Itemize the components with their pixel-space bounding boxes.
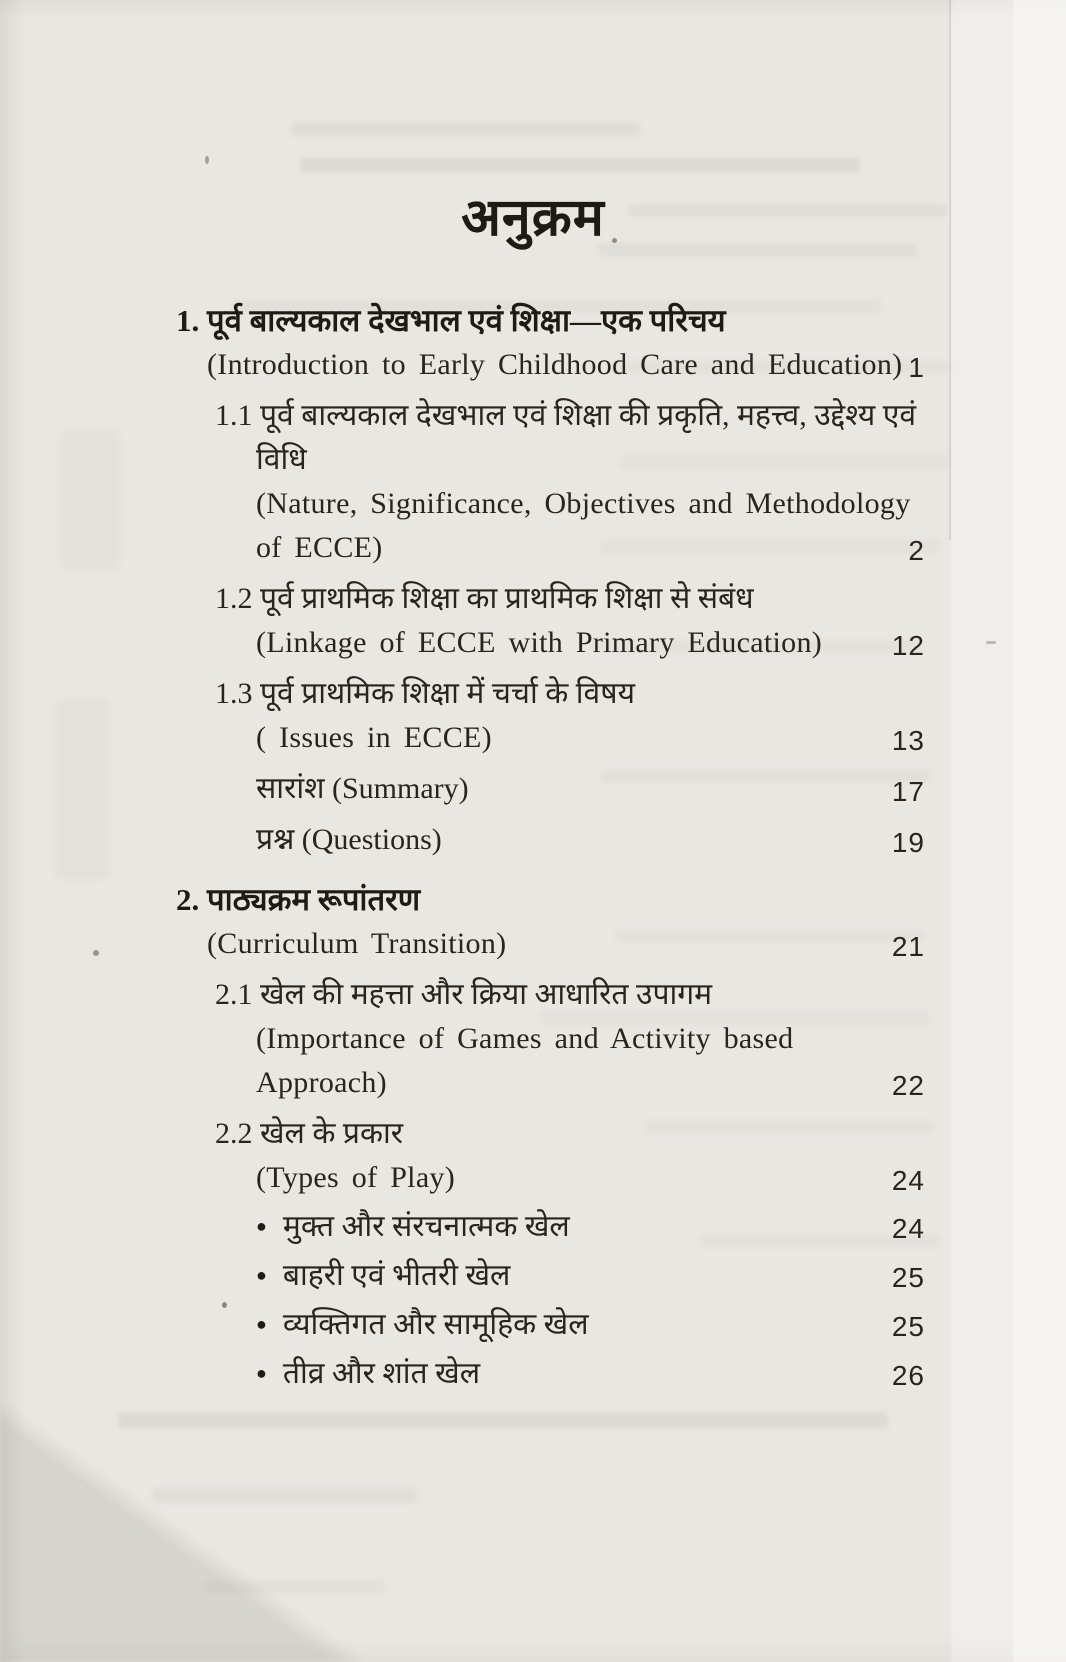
toc-entry-text: of ECCE) [256, 531, 383, 564]
toc-entry-text: 2.2 खेल के प्रकार [215, 1117, 404, 1150]
toc-entry-text: (Linkage of ECCE with Primary Education) [256, 626, 823, 659]
page-number: 17 [891, 776, 925, 807]
page-number: 22 [891, 1070, 925, 1101]
toc-bullet-item [0, 1354, 1066, 1393]
toc-entry-text: प्रश्न (Questions) [256, 823, 442, 856]
page-number: 1 [908, 352, 925, 383]
toc-entry-text: (Importance of Games and Activity based [256, 1022, 794, 1055]
toc-entry-text: 2. पाठ्यक्रम रूपांतरण [176, 882, 421, 917]
toc-entry-hindi [0, 976, 1066, 1014]
toc-entry-text: Approach) [256, 1066, 387, 1099]
toc-bullet-item [0, 1305, 1066, 1344]
toc-bullet-item [0, 1256, 1066, 1295]
toc-entry-hindi [0, 397, 1066, 435]
toc-section-heading [0, 302, 1066, 340]
toc-entry-text: 1.2 पूर्व प्राथमिक शिक्षा का प्राथमिक शिक्षा से संबंध [215, 582, 754, 615]
toc-entry-text: 2.1 खेल की महत्ता और क्रिया आधारित उपागम [215, 978, 713, 1011]
toc-entry-english [0, 1159, 1066, 1197]
toc-entry-text: व्यक्तिगत और सामूहिक खेल [282, 1308, 589, 1341]
toc-entry-text: मुक्त और संरचनात्मक खेल [282, 1210, 570, 1243]
toc-entry-hindi [0, 441, 1066, 479]
page-number: 13 [891, 725, 925, 756]
toc-entry-hindi [0, 770, 1066, 808]
bullet-icon: ● [256, 1216, 267, 1236]
toc-entry-hindi [0, 821, 1066, 859]
page-number: 12 [891, 630, 925, 661]
toc-bullet-item [0, 1207, 1066, 1246]
toc-entry-text: (Curriculum Transition) [207, 927, 507, 960]
toc-entry-english [0, 485, 1066, 523]
page-number: 25 [891, 1262, 925, 1293]
toc-entry-english [0, 624, 1066, 662]
page-number: 21 [891, 931, 925, 962]
toc-entry-english [0, 346, 1066, 384]
toc-entry-english [0, 1064, 1066, 1102]
toc-entry-text: (Types of Play) [256, 1161, 456, 1194]
toc-entry-english [0, 719, 1066, 757]
toc-entry-text: (Nature, Significance, Objectives and Methodology [256, 487, 911, 520]
toc-entry-text: 1.1 पूर्व बाल्यकाल देखभाल एवं शिक्षा की प्रकृति, महत्त्व, उद्देश्य एवं [215, 399, 917, 432]
toc-entry-hindi [0, 1115, 1066, 1153]
toc-entry-text: तीव्र और शांत खेल [282, 1357, 481, 1390]
toc-entry-hindi [0, 580, 1066, 618]
toc-entry-text: 1. पूर्व बाल्यकाल देखभाल एवं शिक्षा—एक परिचय [176, 303, 726, 338]
page-number: 24 [891, 1213, 925, 1244]
toc-entry-english [0, 529, 1066, 567]
page-number: 2 [908, 535, 925, 566]
toc-section-heading [0, 881, 1066, 919]
bullet-icon: ● [256, 1363, 267, 1383]
toc-entry-text: ( Issues in ECCE) [256, 721, 492, 754]
toc-entry-english [0, 925, 1066, 963]
bullet-icon: ● [256, 1314, 267, 1334]
page-number: 19 [891, 827, 925, 858]
page-corner-crease [0, 1397, 370, 1662]
toc-entry-text: बाहरी एवं भीतरी खेल [282, 1259, 511, 1292]
page-number: 24 [891, 1165, 925, 1196]
toc-entry-english [0, 1020, 1066, 1058]
toc-entry-text: 1.3 पूर्व प्राथमिक शिक्षा में चर्चा के विषय [215, 677, 635, 710]
bullet-icon: ● [256, 1265, 267, 1285]
toc-entry-text: विधि [256, 443, 307, 476]
page-number: 26 [891, 1360, 925, 1391]
toc-entry-hindi [0, 675, 1066, 713]
page-title: अनुक्रम [461, 190, 605, 247]
toc-entry-text: सारांश (Summary) [256, 772, 469, 805]
page-number: 25 [891, 1311, 925, 1342]
toc-list [0, 302, 1066, 1393]
toc-entry-text: (Introduction to Early Childhood Care and Education) [207, 348, 903, 381]
